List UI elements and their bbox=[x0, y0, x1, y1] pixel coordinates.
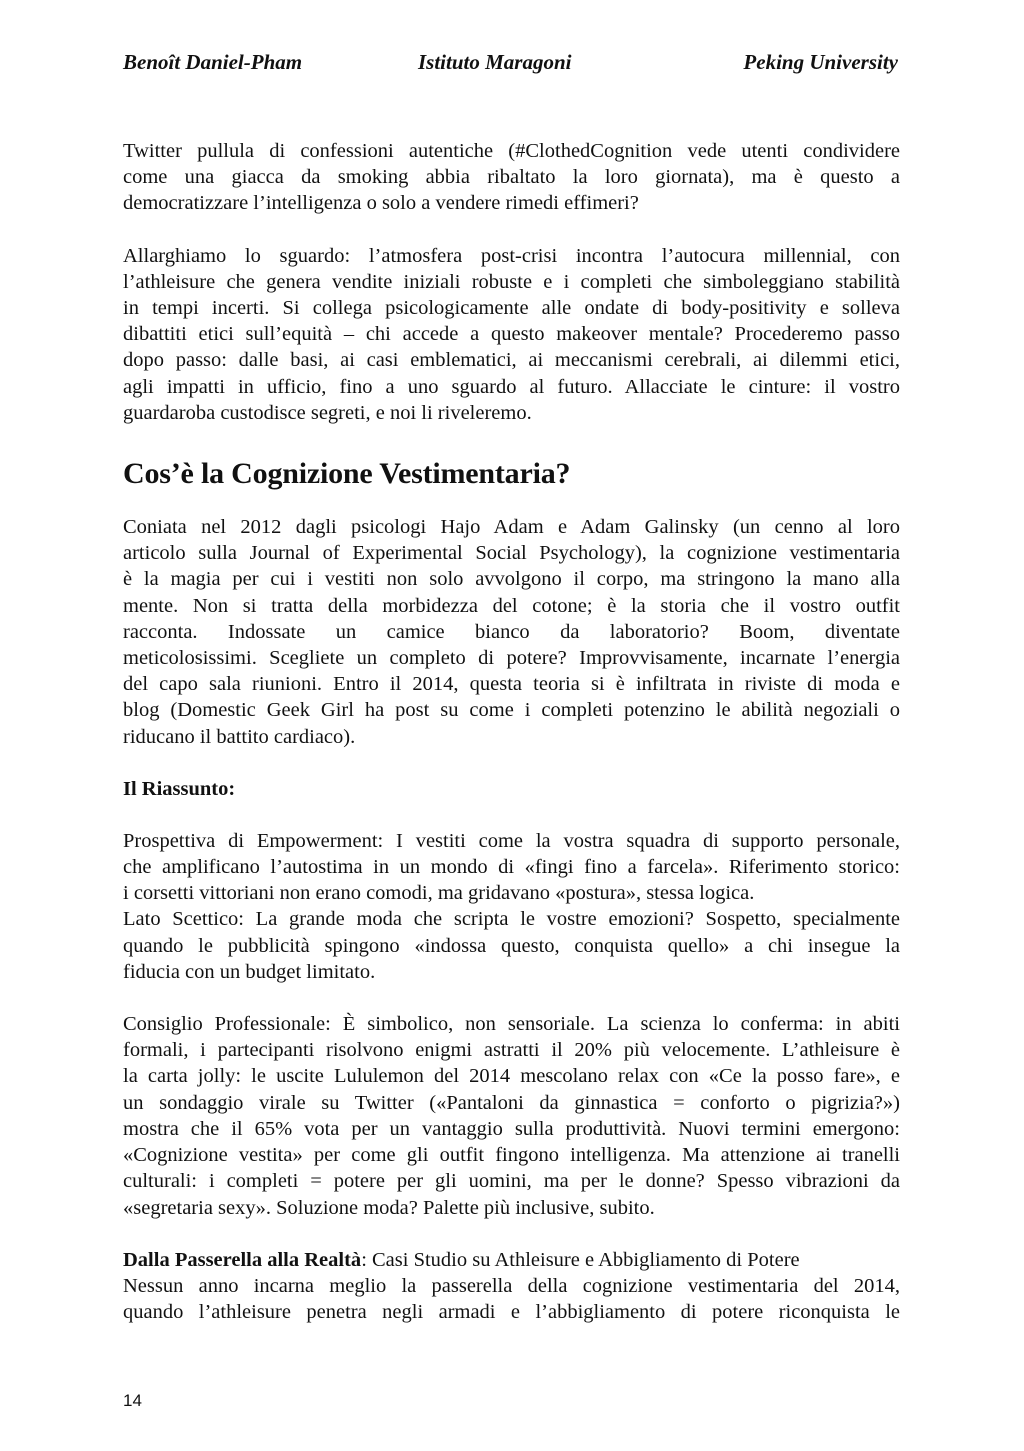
paragraph-empowerment bbox=[123, 828, 900, 907]
header-institution-2: Peking University bbox=[743, 50, 898, 74]
paragraph-definition bbox=[123, 514, 900, 750]
text-line: fiducia con un budget limitato. bbox=[123, 960, 376, 983]
paragraph-skeptic bbox=[123, 906, 900, 985]
text-line: racconta. Indossate un camice bianco da laboratorio? Boom, diventate bbox=[123, 620, 900, 643]
text-line: dopo passo: dalle basi, ai casi emblematici, ai meccanismi cerebrali, ai dilemmi etici, bbox=[123, 349, 900, 372]
text-line: che amplificano l’autostima in un mondo di «fingi fino a farcela». Riferimento storico: bbox=[123, 856, 900, 879]
text-line: mente. Non si tratta della morbidezza del cotone; è la storia che il vostro outfit bbox=[123, 594, 900, 617]
text-line: meticolosissimi. Scegliete un completo di potere? Improvvisamente, incarnate l’energia bbox=[123, 647, 900, 670]
header-institution-1: Istituto Maragoni bbox=[418, 50, 572, 74]
text-line: Prospettiva di Empowerment: I vestiti come la vostra squadra di supporto personale, bbox=[123, 829, 900, 852]
text-line: del capo sala riunioni. Entro il 2014, questa teoria si è infiltrata in riviste di moda e bbox=[123, 673, 900, 696]
text-line: riducano il battito cardiaco). bbox=[123, 725, 356, 748]
running-header bbox=[123, 50, 898, 80]
text-line: formali, i partecipanti risolvono enigmi astratti il 20% più velocemente. L’athleisure è bbox=[123, 1039, 900, 1062]
text-line: Twitter pullula di confessioni autentiche (#ClothedCognition vede utenti condividere bbox=[123, 140, 900, 162]
text-line: Lato Scettico: La grande moda che scripta le vostre emozioni? Sospetto, specialmente bbox=[123, 908, 900, 931]
text-line: un sondaggio virale su Twitter («Pantaloni da ginnastica = conforto o pigrizia?») bbox=[123, 1091, 900, 1114]
text-line: dibattiti etici sull’equità – chi accede a questo makeover mentale? Procederemo passo bbox=[123, 323, 900, 346]
text-line: in tempi incerti. Si collega psicologicamente alle ondate di body-positivity e solleva bbox=[123, 297, 900, 320]
case-studies-label: Dalla Passerella alla Realtà bbox=[123, 1248, 362, 1271]
text-line: come una giacca da smoking abbia ribaltato la loro giornata), ma è questo a bbox=[123, 166, 900, 189]
text-line: culturali: i completi = potere per gli uomini, ma per le donne? Spesso vibrazioni da bbox=[123, 1170, 900, 1193]
text-line: quando l’athleisure penetra negli armadi e l’abbigliamento di potere riconquista le bbox=[123, 1301, 900, 1324]
text-line: è la magia per cui i vestiti non solo avvolgono il corpo, ma stringono la mano alla bbox=[123, 568, 900, 591]
paragraph-intro-1 bbox=[123, 138, 900, 217]
summary-heading: Il Riassunto: bbox=[123, 777, 236, 800]
text-line: «Cognizione vestita» per come gli outfit fingono intelligenza. Ma attenzione ai tranelli bbox=[123, 1144, 900, 1167]
text-line: democratizzare l’intelligenza o solo a vendere rimedi effimeri? bbox=[123, 192, 639, 215]
paragraph-intro-2 bbox=[123, 243, 900, 426]
text-line: mostra che il 65% vota per un vantaggio sulla produttività. Nuovi termini emergono: bbox=[123, 1117, 900, 1140]
paragraph-pro-tip bbox=[123, 1011, 900, 1221]
text-line: l’athleisure che genera vendite iniziali robuste e i completi che simboleggiano stabilità bbox=[123, 270, 900, 293]
text-line: Allarghiamo lo sguardo: l’atmosfera post-crisi incontra l’autocura millennial, con bbox=[123, 244, 900, 267]
text-line: «segretaria sexy». Soluzione moda? Palette più inclusive, subito. bbox=[123, 1196, 655, 1219]
text-line: i corsetti vittoriani non erano comodi, ma gridavano «postura», stessa logica. bbox=[123, 882, 755, 905]
text-line: Nessun anno incarna meglio la passerella della cognizione vestimentaria del 2014, bbox=[123, 1274, 900, 1297]
text-line: la carta jolly: le uscite Lululemon del 2014 mescolano relax con «Ce la posso fare», e bbox=[123, 1065, 900, 1088]
text-line: agli impatti in ufficio, fino a uno sguardo al futuro. Allacciate le cinture: il vostro bbox=[123, 375, 900, 398]
header-author: Benoît Daniel-Pham bbox=[123, 50, 303, 74]
text-line: guardaroba custodisce segreti, e noi li riveleremo. bbox=[123, 401, 532, 424]
case-studies-subtitle: : Casi Studio su Athleisure e Abbigliamento di Potere bbox=[361, 1248, 800, 1271]
paragraph-case-studies bbox=[123, 1247, 900, 1326]
text-line: Coniata nel 2012 dagli psicologi Hajo Adam e Adam Galinsky (un cenno al loro bbox=[123, 516, 900, 539]
page-number: 14 bbox=[123, 1391, 142, 1410]
page-body bbox=[123, 138, 900, 1325]
text-line: blog (Domestic Geek Girl ha post su come i completi potenzino le abilità negoziali o bbox=[123, 699, 900, 722]
text-line: Consiglio Professionale: È simbolico, non sensoriale. La scienza lo conferma: in abiti bbox=[123, 1013, 900, 1036]
section-title: Cos’è la Cognizione Vestimentaria? bbox=[123, 457, 571, 491]
text-line: quando le pubblicità spingono «indossa questo, conquista quello» a chi insegue la bbox=[123, 934, 900, 957]
case-studies-heading bbox=[123, 1247, 900, 1273]
text-line: articolo sulla Journal of Experimental Social Psychology), la cognizione vestimentaria bbox=[123, 542, 900, 565]
